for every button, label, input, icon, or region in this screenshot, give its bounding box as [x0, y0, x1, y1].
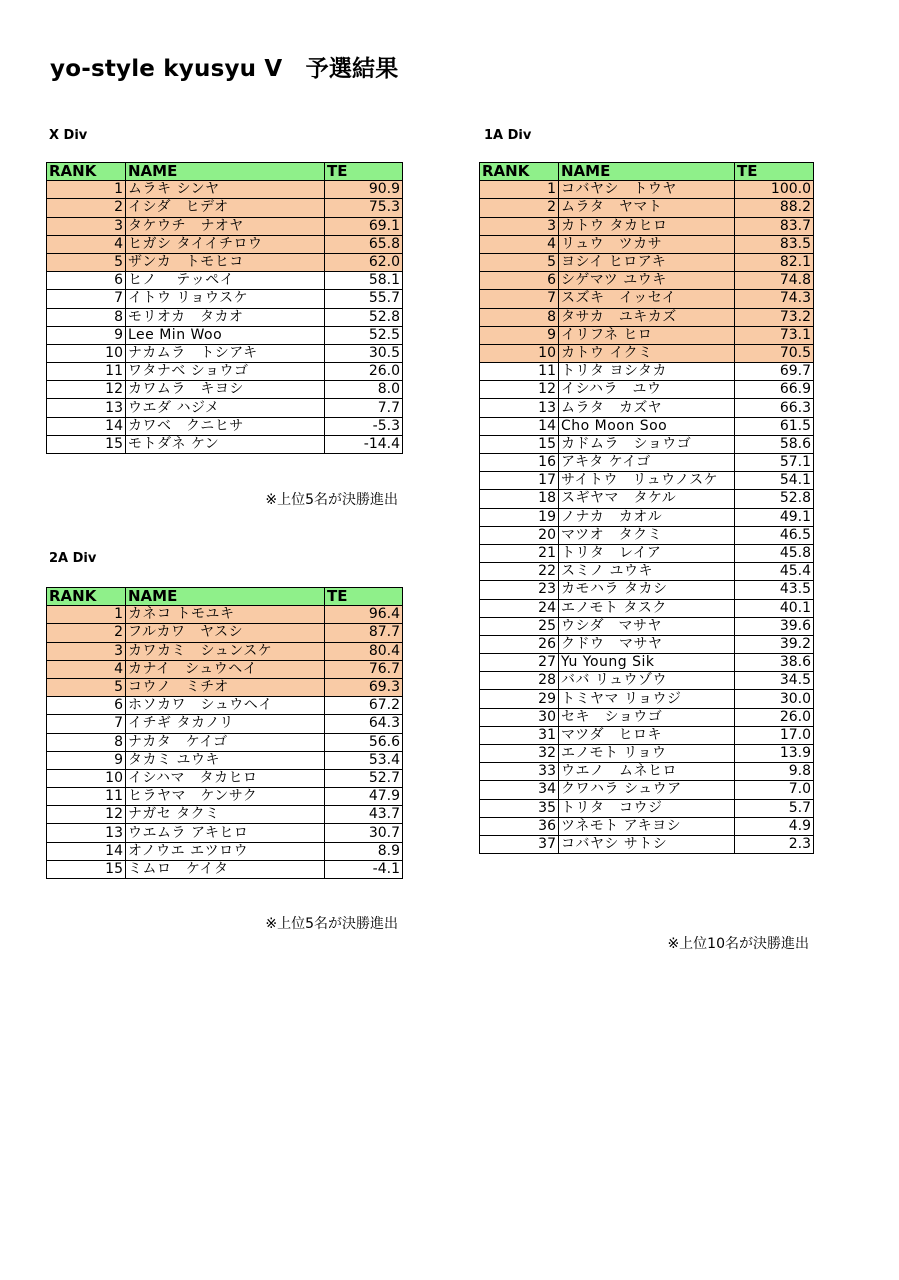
cell-te: 17.0 — [735, 726, 814, 744]
cell-te: 83.7 — [735, 217, 814, 235]
cell-name: Cho Moon Soo — [559, 417, 735, 435]
cell-name: トリタ コウジ — [559, 799, 735, 817]
table-row — [480, 654, 814, 672]
cell-name: スギヤマ タケル — [559, 490, 735, 508]
cell-name: トリタ ヨシタカ — [559, 363, 735, 381]
cell-te: 69.3 — [325, 678, 403, 696]
cell-te: 88.2 — [735, 199, 814, 217]
table-row — [480, 817, 814, 835]
cell-name: ワタナベ ショウゴ — [126, 363, 325, 381]
cell-rank: 11 — [480, 363, 559, 381]
cell-name: クドウ マサヤ — [559, 635, 735, 653]
cell-name: タケウチ ナオヤ — [126, 217, 325, 235]
cell-name: カナイ シュウヘイ — [126, 660, 325, 678]
cell-te: 73.2 — [735, 308, 814, 326]
table-row — [47, 363, 403, 381]
table-row — [47, 308, 403, 326]
table-row — [480, 472, 814, 490]
table-row — [480, 454, 814, 472]
page-title: yo-style kyusyu Ⅴ 予選結果 — [50, 56, 399, 82]
cell-name: スズキ イッセイ — [559, 290, 735, 308]
table-row — [480, 763, 814, 781]
cell-te: 100.0 — [735, 181, 814, 199]
cell-te: 8.0 — [325, 381, 403, 399]
table-row — [47, 235, 403, 253]
cell-name: ウエムラ アキヒロ — [126, 824, 325, 842]
cell-te: 7.7 — [325, 399, 403, 417]
cell-rank: 18 — [480, 490, 559, 508]
cell-name: ヒラヤマ ケンサク — [126, 788, 325, 806]
cell-rank: 24 — [480, 599, 559, 617]
cell-rank: 9 — [47, 751, 126, 769]
cell-rank: 1 — [47, 606, 126, 624]
cell-rank: 2 — [47, 199, 126, 217]
table-row — [480, 635, 814, 653]
cell-te: 56.6 — [325, 733, 403, 751]
table-row — [480, 272, 814, 290]
cell-rank: 6 — [47, 697, 126, 715]
table-row — [47, 733, 403, 751]
cell-name: ウエダ ハジメ — [126, 399, 325, 417]
cell-name: フルカワ ヤスシ — [126, 624, 325, 642]
cell-rank: 17 — [480, 472, 559, 490]
cell-name: ミムロ ケイタ — [126, 860, 325, 878]
cell-rank: 28 — [480, 672, 559, 690]
cell-te: 57.1 — [735, 454, 814, 472]
cell-name: エノモト リョウ — [559, 745, 735, 763]
cell-te: 67.2 — [325, 697, 403, 715]
cell-te: 58.1 — [325, 272, 403, 290]
cell-te: 69.7 — [735, 363, 814, 381]
table-row — [480, 599, 814, 617]
table-row — [480, 490, 814, 508]
cell-rank: 27 — [480, 654, 559, 672]
cell-name: カワムラ キヨシ — [126, 381, 325, 399]
cell-name: マツオ タクミ — [559, 526, 735, 544]
table-row — [480, 581, 814, 599]
column-header-name: NAME — [559, 163, 735, 181]
cell-te: 45.8 — [735, 544, 814, 562]
table-row — [480, 381, 814, 399]
column-header-name: NAME — [126, 588, 325, 606]
cell-name: コバヤシ トウヤ — [559, 181, 735, 199]
cell-te: 38.6 — [735, 654, 814, 672]
cell-te: 82.1 — [735, 253, 814, 271]
table-row — [47, 788, 403, 806]
cell-rank: 8 — [47, 733, 126, 751]
table-row — [47, 824, 403, 842]
table-row — [47, 678, 403, 696]
cell-rank: 4 — [47, 660, 126, 678]
table-row — [47, 842, 403, 860]
table-row — [480, 181, 814, 199]
cell-name: ホソカワ シュウヘイ — [126, 697, 325, 715]
cell-name: カワカミ シュンスケ — [126, 642, 325, 660]
x-div-table — [46, 162, 403, 454]
cell-rank: 1 — [480, 181, 559, 199]
cell-te: 75.3 — [325, 199, 403, 217]
table-row — [47, 199, 403, 217]
cell-name: ウシダ マサヤ — [559, 617, 735, 635]
cell-te: 26.0 — [735, 708, 814, 726]
cell-te: -5.3 — [325, 417, 403, 435]
cell-name: カトウ タカヒロ — [559, 217, 735, 235]
cell-te: 8.9 — [325, 842, 403, 860]
a1-div-note: ※上位10名が決勝進出 — [667, 936, 809, 952]
table-row — [47, 715, 403, 733]
cell-name: カモハラ タカシ — [559, 581, 735, 599]
cell-te: 80.4 — [325, 642, 403, 660]
table-row — [480, 745, 814, 763]
column-header-te: TE — [325, 588, 403, 606]
table-row — [480, 781, 814, 799]
table-row — [480, 617, 814, 635]
cell-name: タカミ ユウキ — [126, 751, 325, 769]
table-header-row — [47, 163, 403, 181]
cell-te: 52.5 — [325, 326, 403, 344]
cell-rank: 5 — [47, 253, 126, 271]
cell-name: エノモト タスク — [559, 599, 735, 617]
cell-name: コバヤシ サトシ — [559, 835, 735, 853]
table-row — [480, 326, 814, 344]
cell-te: 43.7 — [325, 806, 403, 824]
cell-name: オノウエ エツロウ — [126, 842, 325, 860]
a2-div-label: 2A Div — [49, 551, 97, 566]
table-row — [480, 435, 814, 453]
cell-name: コウノ ミチオ — [126, 678, 325, 696]
table-row — [480, 690, 814, 708]
cell-rank: 5 — [480, 253, 559, 271]
cell-name: カネコ トモユキ — [126, 606, 325, 624]
cell-rank: 23 — [480, 581, 559, 599]
table-row — [47, 217, 403, 235]
cell-rank: 9 — [480, 326, 559, 344]
cell-rank: 12 — [47, 381, 126, 399]
cell-rank: 12 — [480, 381, 559, 399]
table-row — [480, 708, 814, 726]
table-row — [47, 697, 403, 715]
cell-te: 39.6 — [735, 617, 814, 635]
table-row — [47, 642, 403, 660]
cell-rank: 10 — [47, 769, 126, 787]
cell-te: 13.9 — [735, 745, 814, 763]
cell-te: 5.7 — [735, 799, 814, 817]
cell-rank: 14 — [480, 417, 559, 435]
cell-rank: 19 — [480, 508, 559, 526]
column-header-te: TE — [735, 163, 814, 181]
cell-te: 52.7 — [325, 769, 403, 787]
cell-name: アキタ ケイゴ — [559, 454, 735, 472]
cell-rank: 15 — [47, 860, 126, 878]
cell-rank: 9 — [47, 326, 126, 344]
column-header-rank: RANK — [47, 163, 126, 181]
cell-rank: 1 — [47, 181, 126, 199]
cell-rank: 3 — [47, 217, 126, 235]
table-row — [47, 272, 403, 290]
cell-te: 30.0 — [735, 690, 814, 708]
column-header-name: NAME — [126, 163, 325, 181]
cell-name: カワベ クニヒサ — [126, 417, 325, 435]
table-header-row — [47, 588, 403, 606]
table-row — [47, 860, 403, 878]
cell-name: ヨシイ ヒロアキ — [559, 253, 735, 271]
cell-rank: 11 — [47, 788, 126, 806]
cell-rank: 13 — [480, 399, 559, 417]
cell-te: 70.5 — [735, 344, 814, 362]
cell-name: イリフネ ヒロ — [559, 326, 735, 344]
cell-name: ムラタ ヤマト — [559, 199, 735, 217]
cell-name: Yu Young Sik — [559, 654, 735, 672]
cell-rank: 22 — [480, 563, 559, 581]
cell-rank: 29 — [480, 690, 559, 708]
cell-rank: 13 — [47, 399, 126, 417]
cell-rank: 7 — [47, 290, 126, 308]
cell-rank: 2 — [480, 199, 559, 217]
cell-te: 74.3 — [735, 290, 814, 308]
cell-te: 73.1 — [735, 326, 814, 344]
table-header-row — [480, 163, 814, 181]
cell-rank: 4 — [47, 235, 126, 253]
cell-name: クワハラ シュウア — [559, 781, 735, 799]
table-row — [480, 217, 814, 235]
cell-rank: 7 — [47, 715, 126, 733]
cell-rank: 26 — [480, 635, 559, 653]
cell-te: 54.1 — [735, 472, 814, 490]
table-row — [480, 235, 814, 253]
table-row — [480, 344, 814, 362]
cell-rank: 37 — [480, 835, 559, 853]
cell-te: 55.7 — [325, 290, 403, 308]
cell-rank: 7 — [480, 290, 559, 308]
cell-name: スミノ ユウキ — [559, 563, 735, 581]
cell-name: ヒガシ タイイチロウ — [126, 235, 325, 253]
cell-te: 46.5 — [735, 526, 814, 544]
cell-te: 66.3 — [735, 399, 814, 417]
cell-te: 9.8 — [735, 763, 814, 781]
cell-rank: 14 — [47, 417, 126, 435]
cell-rank: 10 — [47, 344, 126, 362]
cell-name: トミヤマ リョウジ — [559, 690, 735, 708]
table-row — [47, 181, 403, 199]
a1-div-label: 1A Div — [484, 128, 532, 143]
cell-te: 64.3 — [325, 715, 403, 733]
cell-rank: 15 — [480, 435, 559, 453]
cell-name: トリタ レイア — [559, 544, 735, 562]
cell-rank: 5 — [47, 678, 126, 696]
cell-name: ナカムラ トシアキ — [126, 344, 325, 362]
table-row — [480, 308, 814, 326]
cell-name: モリオカ タカオ — [126, 308, 325, 326]
table-row — [47, 751, 403, 769]
table-row — [47, 417, 403, 435]
cell-name: ムラタ カズヤ — [559, 399, 735, 417]
table-row — [47, 435, 403, 453]
table-row — [47, 381, 403, 399]
column-header-rank: RANK — [47, 588, 126, 606]
cell-rank: 11 — [47, 363, 126, 381]
cell-name: Lee Min Woo — [126, 326, 325, 344]
cell-name: モトダネ ケン — [126, 435, 325, 453]
cell-te: 52.8 — [735, 490, 814, 508]
x-div-note: ※上位5名が決勝進出 — [265, 492, 398, 508]
table-row — [480, 508, 814, 526]
cell-name: ムラキ シンヤ — [126, 181, 325, 199]
cell-rank: 15 — [47, 435, 126, 453]
table-row — [480, 290, 814, 308]
cell-name: ババ リュウゾウ — [559, 672, 735, 690]
cell-rank: 20 — [480, 526, 559, 544]
cell-te: -14.4 — [325, 435, 403, 453]
cell-rank: 4 — [480, 235, 559, 253]
cell-rank: 30 — [480, 708, 559, 726]
cell-name: タサカ ユキカズ — [559, 308, 735, 326]
cell-rank: 14 — [47, 842, 126, 860]
cell-te: 43.5 — [735, 581, 814, 599]
table-row — [480, 563, 814, 581]
cell-te: 47.9 — [325, 788, 403, 806]
cell-te: 2.3 — [735, 835, 814, 853]
cell-name: イシハラ ユウ — [559, 381, 735, 399]
cell-rank: 34 — [480, 781, 559, 799]
cell-te: 53.4 — [325, 751, 403, 769]
cell-te: 96.4 — [325, 606, 403, 624]
cell-rank: 8 — [480, 308, 559, 326]
table-row — [47, 606, 403, 624]
cell-name: イシダ ヒデオ — [126, 199, 325, 217]
x-div-label: X Div — [49, 128, 88, 143]
cell-te: 58.6 — [735, 435, 814, 453]
cell-name: イチギ タカノリ — [126, 715, 325, 733]
cell-te: 52.8 — [325, 308, 403, 326]
table-row — [480, 253, 814, 271]
cell-name: イシハマ タカヒロ — [126, 769, 325, 787]
cell-te: 45.4 — [735, 563, 814, 581]
cell-te: 49.1 — [735, 508, 814, 526]
table-row — [480, 199, 814, 217]
cell-rank: 16 — [480, 454, 559, 472]
cell-te: 66.9 — [735, 381, 814, 399]
cell-name: カドムラ ショウゴ — [559, 435, 735, 453]
cell-rank: 8 — [47, 308, 126, 326]
cell-rank: 31 — [480, 726, 559, 744]
a2-div-table — [46, 587, 403, 879]
table-row — [480, 835, 814, 853]
cell-te: 30.5 — [325, 344, 403, 362]
cell-name: ナカタ ケイゴ — [126, 733, 325, 751]
cell-rank: 6 — [47, 272, 126, 290]
cell-name: ノナカ カオル — [559, 508, 735, 526]
table-row — [47, 660, 403, 678]
cell-te: 30.7 — [325, 824, 403, 842]
cell-te: 7.0 — [735, 781, 814, 799]
cell-rank: 3 — [480, 217, 559, 235]
cell-name: シゲマツ ユウキ — [559, 272, 735, 290]
table-row — [480, 799, 814, 817]
cell-te: 34.5 — [735, 672, 814, 690]
table-row — [480, 417, 814, 435]
cell-te: 83.5 — [735, 235, 814, 253]
table-row — [47, 806, 403, 824]
cell-rank: 25 — [480, 617, 559, 635]
table-row — [480, 726, 814, 744]
table-row — [480, 526, 814, 544]
a2-div-note: ※上位5名が決勝進出 — [265, 916, 398, 932]
cell-name: ツネモト アキヨシ — [559, 817, 735, 835]
cell-te: 40.1 — [735, 599, 814, 617]
cell-te: 87.7 — [325, 624, 403, 642]
cell-te: 65.8 — [325, 235, 403, 253]
cell-name: カトウ イクミ — [559, 344, 735, 362]
cell-rank: 13 — [47, 824, 126, 842]
table-row — [480, 399, 814, 417]
cell-name: セキ ショウゴ — [559, 708, 735, 726]
cell-name: ウエノ ムネヒロ — [559, 763, 735, 781]
cell-name: リュウ ツカサ — [559, 235, 735, 253]
cell-te: 76.7 — [325, 660, 403, 678]
cell-te: 39.2 — [735, 635, 814, 653]
cell-name: イトウ リョウスケ — [126, 290, 325, 308]
cell-rank: 12 — [47, 806, 126, 824]
table-row — [47, 290, 403, 308]
cell-rank: 32 — [480, 745, 559, 763]
table-row — [480, 672, 814, 690]
column-header-rank: RANK — [480, 163, 559, 181]
cell-rank: 21 — [480, 544, 559, 562]
cell-rank: 6 — [480, 272, 559, 290]
cell-rank: 35 — [480, 799, 559, 817]
cell-te: 4.9 — [735, 817, 814, 835]
cell-rank: 10 — [480, 344, 559, 362]
cell-rank: 2 — [47, 624, 126, 642]
cell-name: ヒノ テッペイ — [126, 272, 325, 290]
table-row — [47, 326, 403, 344]
cell-name: マツダ ヒロキ — [559, 726, 735, 744]
cell-te: 26.0 — [325, 363, 403, 381]
column-header-te: TE — [325, 163, 403, 181]
cell-rank: 3 — [47, 642, 126, 660]
cell-name: サイトウ リュウノスケ — [559, 472, 735, 490]
cell-name: ザンカ トモヒコ — [126, 253, 325, 271]
table-row — [480, 544, 814, 562]
table-row — [47, 253, 403, 271]
table-row — [47, 399, 403, 417]
table-row — [47, 769, 403, 787]
cell-te: 74.8 — [735, 272, 814, 290]
cell-rank: 33 — [480, 763, 559, 781]
a1-div-table — [479, 162, 814, 854]
cell-te: -4.1 — [325, 860, 403, 878]
table-row — [47, 344, 403, 362]
cell-rank: 36 — [480, 817, 559, 835]
table-row — [47, 624, 403, 642]
table-row — [480, 363, 814, 381]
cell-te: 69.1 — [325, 217, 403, 235]
cell-te: 61.5 — [735, 417, 814, 435]
cell-name: ナガセ タクミ — [126, 806, 325, 824]
cell-te: 90.9 — [325, 181, 403, 199]
cell-te: 62.0 — [325, 253, 403, 271]
